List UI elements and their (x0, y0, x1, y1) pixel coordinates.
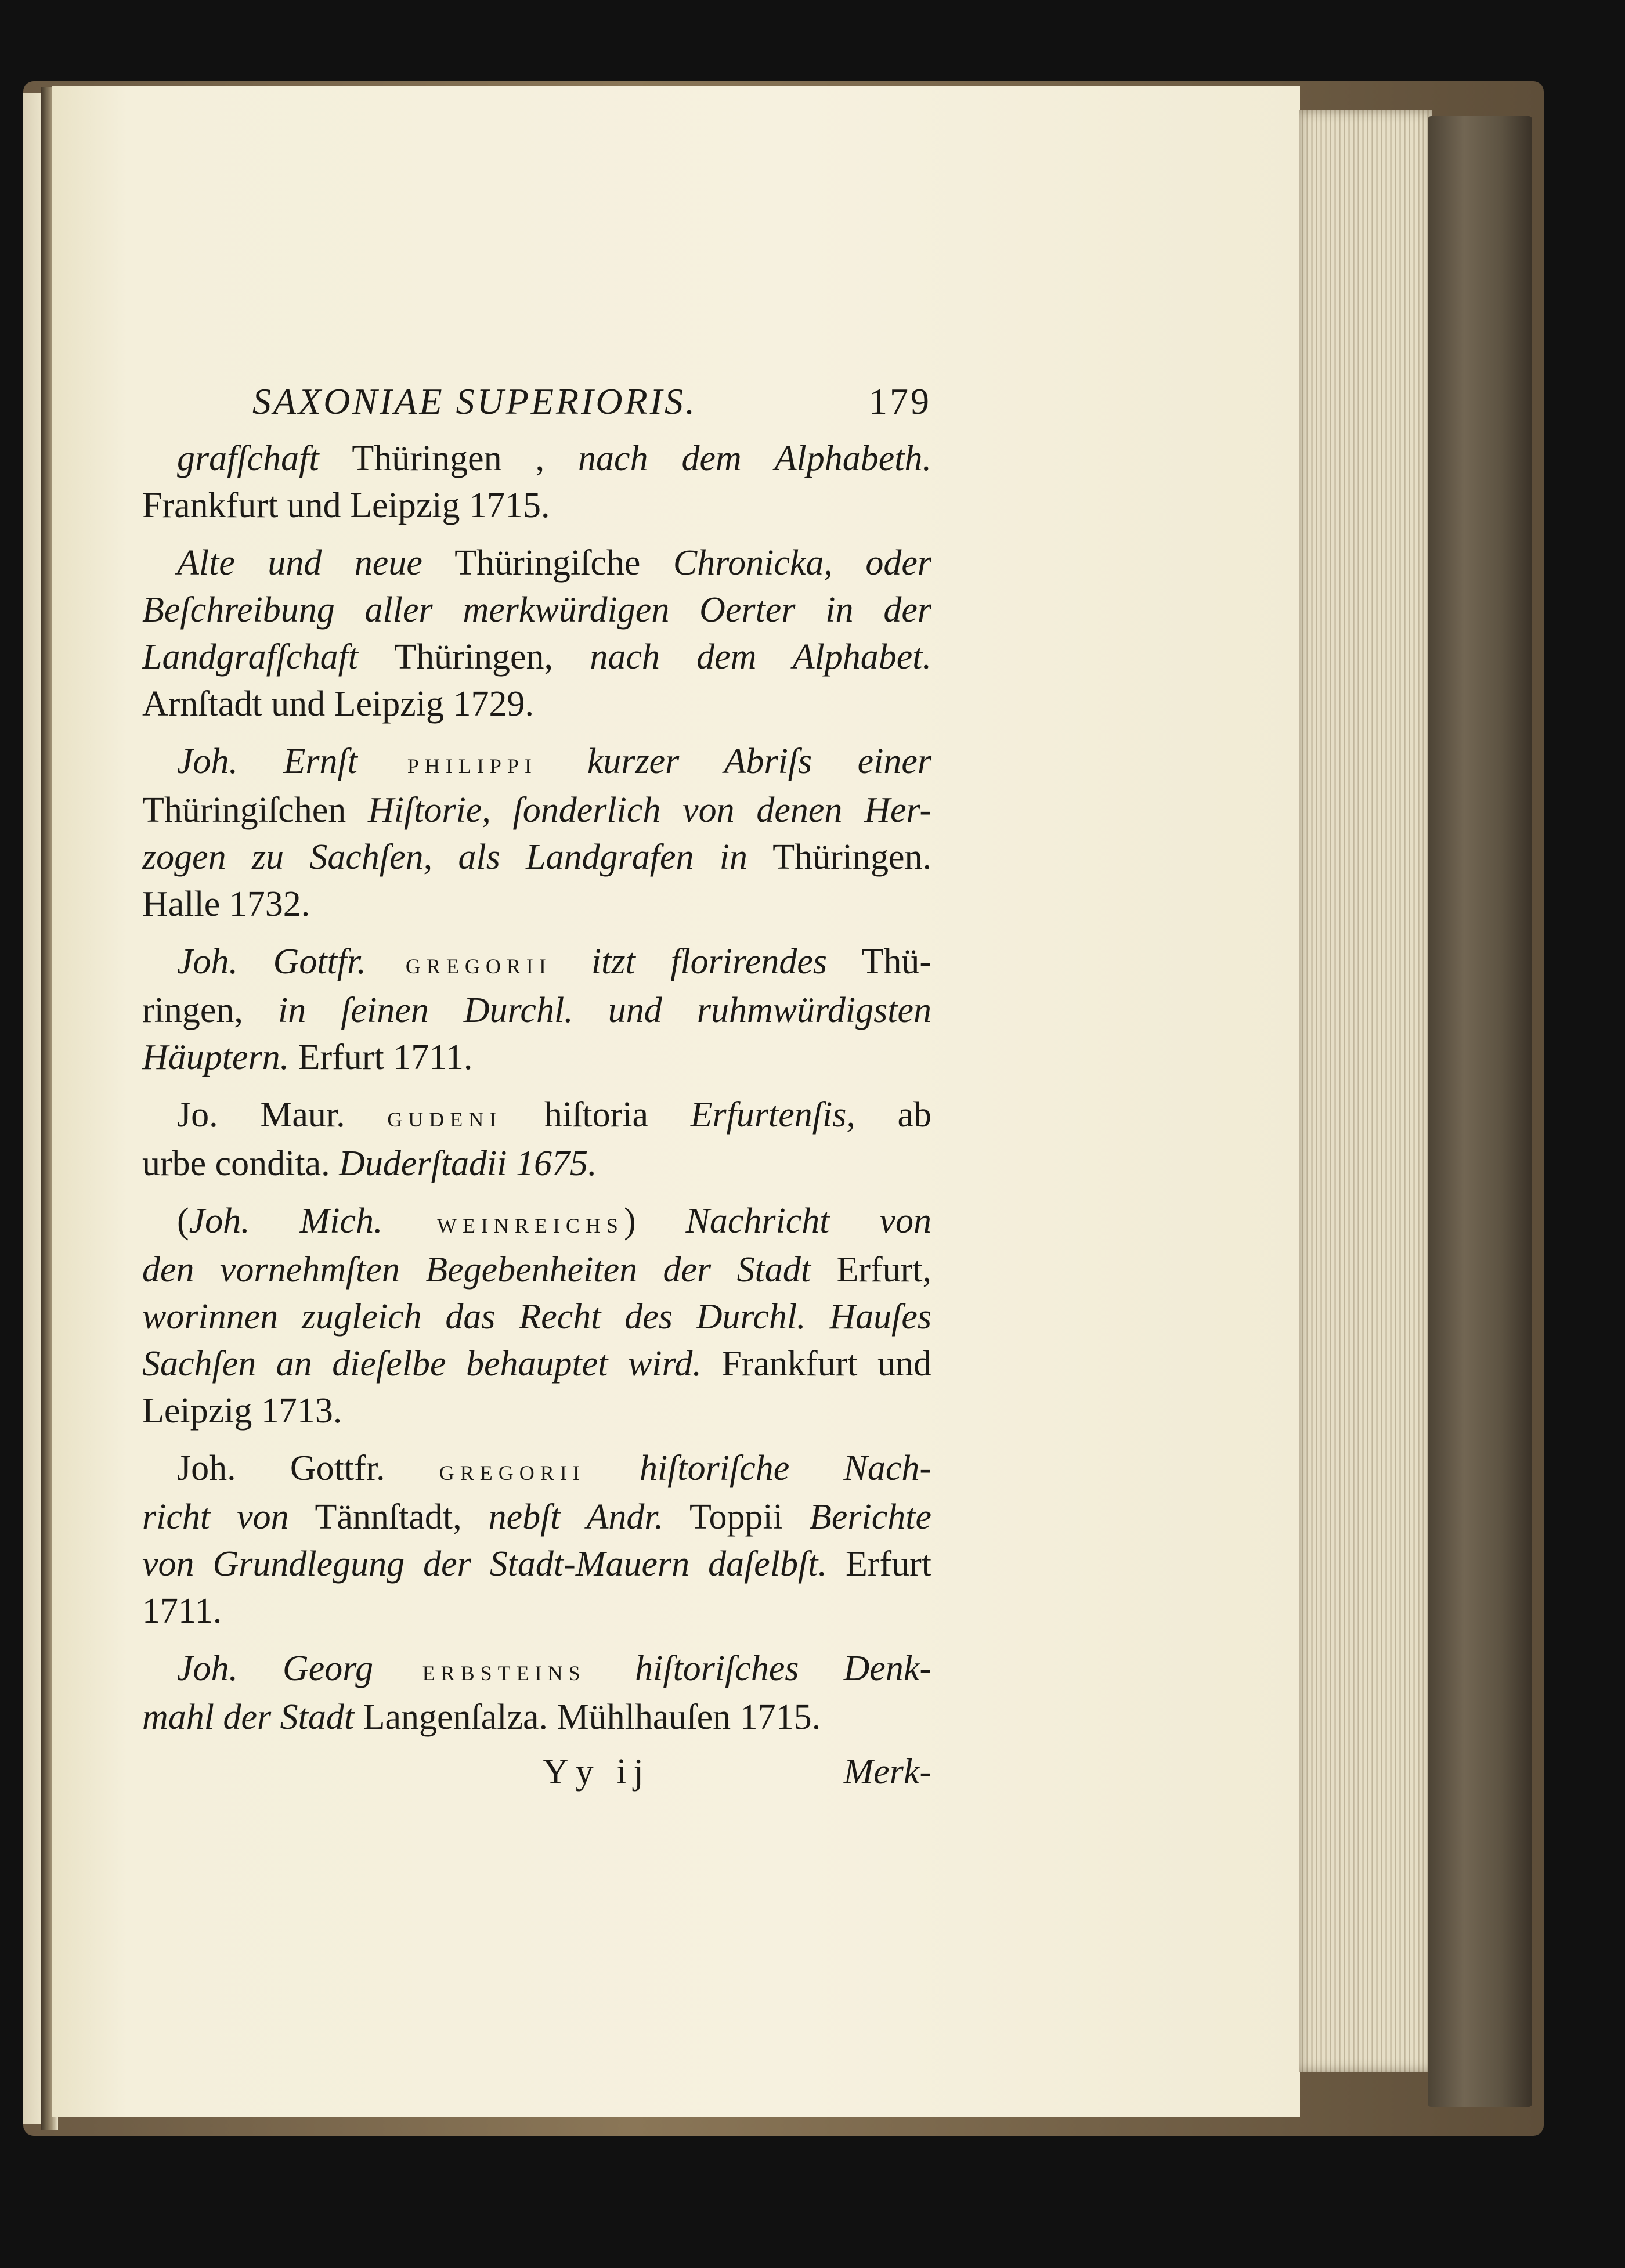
entry-line (142, 1140, 931, 1187)
text-run: Tännſtadt, (288, 1497, 489, 1537)
entry-line (142, 587, 931, 634)
text-run: Leipzig 1713. (142, 1391, 342, 1431)
page-text (142, 371, 931, 1798)
entry-line (142, 1092, 931, 1140)
entry-line (142, 987, 931, 1034)
entry-line (142, 834, 931, 881)
text-run: Hiſtorie, ſonderlich von denen Her- (367, 790, 932, 830)
running-head (142, 371, 931, 435)
text-run: Erfurt, (811, 1250, 931, 1290)
text-run: Thüringen, (358, 637, 590, 677)
entry-line (142, 738, 931, 787)
text-run: Landgrafſchaft (142, 637, 359, 677)
author-name: philippi (357, 747, 587, 780)
text-run: worinnen zugleich das Recht des Durchl. Hauſes (142, 1297, 931, 1337)
bibliography-entry (142, 738, 931, 928)
text-run: Joh. Georg (177, 1649, 374, 1688)
text-run: zogen zu Sachſen, als Landgrafen in (142, 837, 748, 877)
text-run: nebſt Andr. (488, 1497, 664, 1537)
page-edges (1299, 110, 1432, 2072)
page-number: 179 (869, 381, 931, 422)
text-run: Joh. Gottfr. (177, 942, 366, 981)
text-run: Joh. Gottfr. (177, 1449, 439, 1488)
text-run: ) (623, 1201, 686, 1241)
author-name: erbsteins (373, 1654, 635, 1687)
text-run: Chronicka, oder (673, 543, 931, 583)
bibliography-entry (142, 540, 931, 728)
author-name: gudeni (387, 1100, 503, 1133)
entry-line (142, 1694, 931, 1741)
entry-line (142, 681, 931, 728)
text-run: von Grundlegung der Stadt-Mauern daſelbſt. (142, 1544, 827, 1584)
bibliography-entry (142, 1445, 931, 1635)
entry-line (142, 435, 931, 482)
text-run: Thüringen. (748, 837, 931, 877)
entry-line (142, 1034, 931, 1081)
author-name: gregorii (439, 1454, 586, 1487)
entry-line (142, 634, 931, 681)
signature-mark: Yy ij (543, 1752, 651, 1792)
entry-line (142, 1247, 931, 1294)
text-run: Nachricht von (685, 1201, 931, 1241)
text-run: Thüringen , (319, 439, 579, 478)
text-run: Frankfurt und Leipzig 1715. (142, 486, 550, 525)
text-run: ab (855, 1095, 931, 1135)
text-run: mahl der Stadt (142, 1698, 355, 1737)
entry-line (142, 1445, 931, 1494)
text-run: richt von (142, 1497, 289, 1537)
running-head-title: SAXONIAE SUPERIORIS. (252, 381, 698, 422)
bibliography-entry (142, 1092, 931, 1187)
text-run: Frankfurt und (701, 1344, 932, 1384)
author-name: gregorii (366, 947, 591, 980)
text-run: Thüringiſchen (142, 790, 368, 830)
text-run: ringen, (142, 991, 278, 1030)
page-footer (142, 1751, 931, 1798)
author-name: weinreichs (382, 1207, 624, 1240)
entry-line (142, 482, 931, 529)
text-run: ( (177, 1201, 189, 1241)
entry-line (142, 1294, 931, 1341)
bibliography-entry (142, 938, 931, 1081)
bibliography-entry (142, 1645, 931, 1741)
text-run: hiſtoria (502, 1095, 691, 1135)
entry-line (142, 1388, 931, 1435)
text-run: hiſtoriſches Denk- (635, 1649, 931, 1688)
text-run: Joh. Mich. (189, 1201, 383, 1241)
entry-line (142, 938, 931, 987)
entry-line (142, 881, 931, 928)
text-run: Thü- (827, 942, 931, 981)
text-run: grafſchaft (177, 439, 319, 478)
text-run: in ſeinen Durchl. und ruhmwürdigsten (277, 991, 931, 1030)
text-run: Duderſtadii 1675. (339, 1144, 597, 1183)
text-run: itzt florirendes (591, 942, 828, 981)
text-run: Erfurt 1711. (289, 1038, 473, 1077)
text-run: Toppii (663, 1497, 810, 1537)
catchword: Merk- (843, 1752, 931, 1792)
text-run: Erfurt (827, 1544, 932, 1584)
text-run: Alte und neue (177, 543, 423, 583)
text-run: Halle 1732. (142, 884, 310, 924)
text-run: 1711. (142, 1591, 222, 1631)
text-run: Beſchreibung aller merkwürdigen Oerter in der (142, 590, 931, 630)
text-run: nach dem Alphabeth. (578, 439, 931, 478)
bibliography-entries (142, 435, 931, 1741)
text-run: Arnſtadt und Leipzig 1729. (142, 684, 534, 724)
entry-line (142, 787, 931, 834)
entry-line (142, 1645, 931, 1694)
entry-line (142, 1588, 931, 1635)
text-run: Langenſalza. Mühlhauſen 1715. (354, 1698, 821, 1737)
text-run: Sachſen an dieſelbe behauptet wird. (142, 1344, 702, 1384)
entry-line (142, 1341, 931, 1388)
entry-line (142, 1541, 931, 1588)
text-run: Erfurtenſis, (690, 1095, 855, 1135)
bibliography-entry (142, 435, 931, 529)
text-run: Thüringiſche (422, 543, 673, 583)
text-run: nach dem Alphabet. (590, 637, 931, 677)
text-run: Berichte (809, 1497, 931, 1537)
bibliography-entry (142, 1198, 931, 1435)
text-run: Häuptern. (142, 1038, 290, 1077)
entry-line (142, 540, 931, 587)
text-run: hiſtoriſche Nach- (585, 1449, 931, 1488)
text-run: Jo. Maur. (177, 1095, 388, 1135)
text-run: Joh. Ernſt (177, 742, 358, 781)
text-run: den vornehmſten Begebenheiten der Stadt (142, 1250, 811, 1290)
entry-line (142, 1198, 931, 1247)
entry-line (142, 1494, 931, 1541)
cover-board (1428, 116, 1532, 2107)
text-run: kurzer Abriſs einer (587, 742, 931, 781)
text-run: urbe condita. (142, 1144, 340, 1183)
